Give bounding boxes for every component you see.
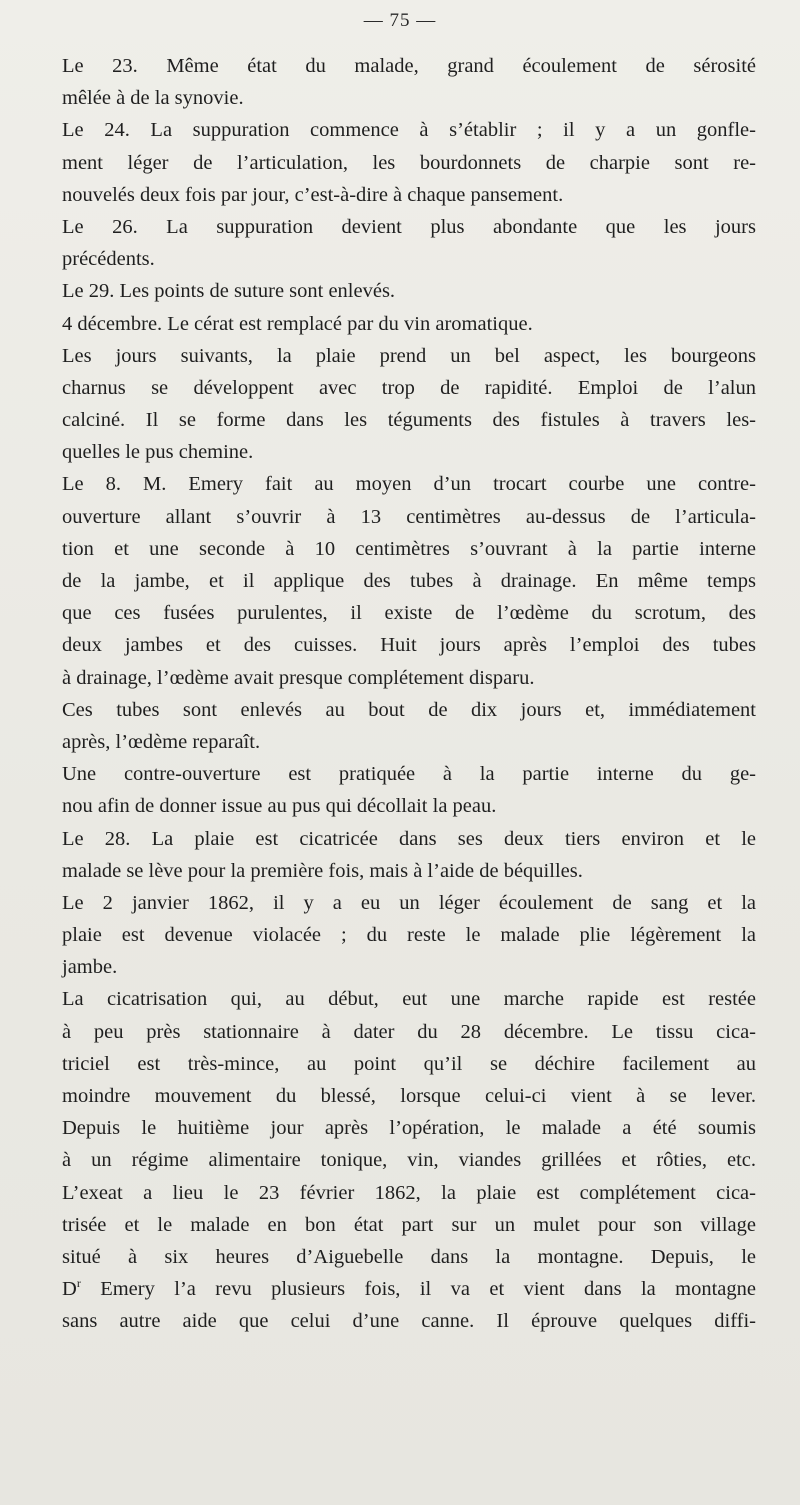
dr-abbreviation — [62, 1278, 81, 1300]
text-line: situé à six heures d’Aiguebelle dans la montagne. Depuis, le — [62, 1245, 756, 1268]
text-line: mêlée à de la synovie. — [62, 87, 244, 110]
text-line: sans autre aide que celui d’une canne. Il éprouve quelques diffi- — [62, 1310, 756, 1333]
text-line-with-abbreviation — [62, 1273, 756, 1305]
page-number: — 75 — — [363, 10, 437, 31]
text-line: Le 24. La suppuration commence à s’établir ; il y a un gonfle- — [62, 119, 756, 142]
text-line: jambe. — [62, 956, 118, 979]
text-line: nouvelés deux fois par jour, c’est-à-dire à chaque pansement. — [62, 183, 564, 206]
text-line: ouverture allant s’ouvrir à 13 centimètres au-dessus de l’articula- — [62, 505, 756, 528]
text-line: La cicatrisation qui, au début, eut une marche rapide est restée — [62, 988, 756, 1011]
dr-superscript: r — [76, 1276, 81, 1291]
text-line: à drainage, l’œdème avait presque complétement disparu. — [62, 666, 535, 689]
text-line: deux jambes et des cuisses. Huit jours après l’emploi des tubes — [62, 634, 756, 657]
text-line: nou afin de donner issue au pus qui décollait la peau. — [62, 795, 497, 818]
text-line: 4 décembre. Le cérat est remplacé par du vin aromatique. — [62, 312, 533, 335]
text-line: triciel est très-mince, au point qu’il se déchire facilement au — [62, 1052, 756, 1075]
text-line: Les jours suivants, la plaie prend un bel aspect, les bourgeons — [62, 344, 756, 367]
text-line-remainder: Emery l’a revu plusieurs fois, il va et vient dans la montagne — [100, 1278, 756, 1301]
text-line: Le 26. La suppuration devient plus abondante que les jours — [62, 215, 756, 238]
text-line: Depuis le huitième jour après l’opération, le malade a été soumis — [62, 1117, 756, 1140]
text-line: que ces fusées purulentes, il existe de l’œdème du scrotum, des — [62, 602, 756, 625]
text-line: calciné. Il se forme dans les téguments des fistules à travers les- — [62, 409, 756, 432]
text-line: malade se lève pour la première fois, mais à l’aide de béquilles. — [62, 859, 583, 882]
text-line: Le 2 janvier 1862, il y a eu un léger écoulement de sang et la — [62, 891, 756, 914]
text-line: de la jambe, et il applique des tubes à drainage. En même temps — [62, 570, 756, 592]
text-line: précédents. — [62, 248, 155, 271]
text-line: plaie est devenue violacée ; du reste le malade plie légèrement la — [62, 924, 756, 947]
text-line: Ces tubes sont enlevés au bout de dix jours et, immédiatement — [62, 698, 756, 721]
text-line: à un régime alimentaire tonique, vin, viandes grillées et rôties, etc. — [62, 1149, 756, 1172]
dr-prefix: D — [62, 1278, 77, 1301]
text-line: Une contre-ouverture est pratiquée à la partie interne du ge- — [62, 763, 756, 786]
text-line: trisée et le malade en bon état part sur un mulet pour son village — [62, 1213, 756, 1236]
text-line: moindre mouvement du blessé, lorsque celui-ci vient à se lever. — [62, 1085, 756, 1107]
text-line: à peu près stationnaire à dater du 28 décembre. Le tissu cica- — [62, 1020, 756, 1043]
text-line: Le 28. La plaie est cicatricée dans ses deux tiers environ et le — [62, 827, 756, 850]
text-line: ment léger de l’articulation, les bourdonnets de charpie sont re- — [62, 151, 756, 174]
body-text — [62, 50, 756, 1338]
text-line: après, l’œdème reparaît. — [62, 730, 261, 753]
text-line: tion et une seconde à 10 centimètres s’ouvrant à la partie interne — [62, 537, 756, 560]
text-line: Le 29. Les points de suture sont enlevés. — [62, 280, 396, 303]
text-line: quelles le pus chemine. — [62, 441, 254, 464]
text-line: charnus se développent avec trop de rapidité. Emploi de l’alun — [62, 376, 756, 399]
text-line: L’exeat a lieu le 23 février 1862, la plaie est complétement cica- — [62, 1181, 756, 1204]
text-line: Le 23. Même état du malade, grand écoulement de sérosité — [62, 55, 756, 77]
text-line: Le 8. M. Emery fait au moyen d’un trocart courbe une contre- — [62, 473, 756, 496]
